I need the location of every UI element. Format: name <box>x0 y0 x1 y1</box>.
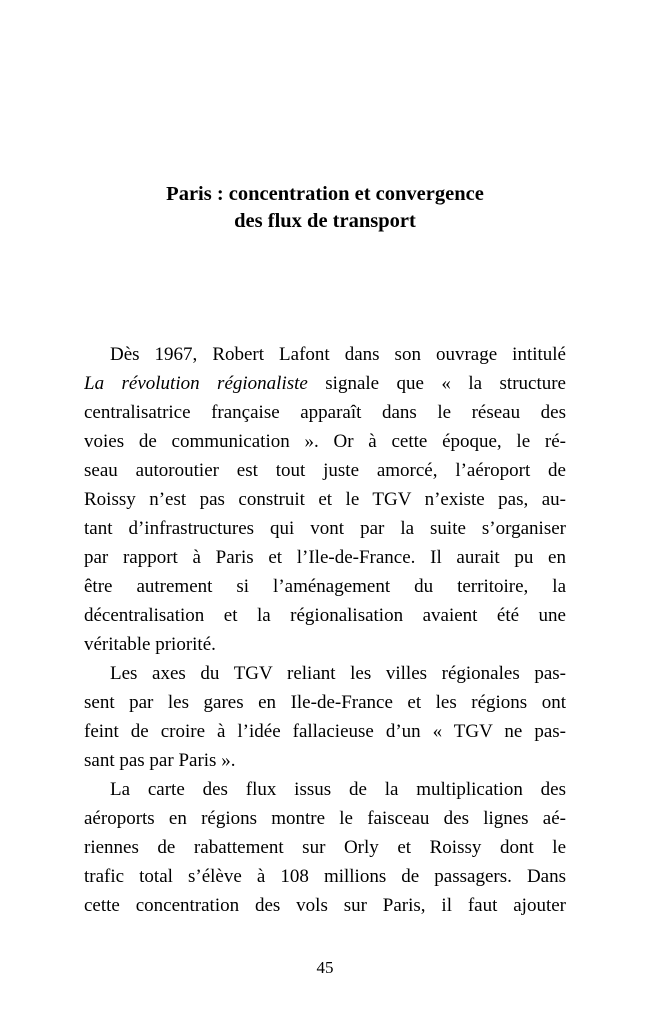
text-run: véritable priorité. <box>84 634 216 655</box>
text-run: Les axes du TGV reliant les villes régionales pas- <box>110 663 566 684</box>
text-line <box>84 485 566 514</box>
italic-text-run: La révolution régionaliste <box>84 373 308 394</box>
paragraph <box>84 340 566 659</box>
text-run: signale que « la structure <box>307 373 566 394</box>
text-run: aéroports en régions montre le faisceau des lignes aé- <box>84 808 566 829</box>
text-line <box>84 456 566 485</box>
text-line <box>84 833 566 862</box>
text-line <box>84 601 566 630</box>
text-run: voies de communication ». Or à cette époque, le ré- <box>84 431 566 452</box>
body-text <box>84 340 566 920</box>
text-line <box>84 572 566 601</box>
text-run: Dès 1967, Robert Lafont dans son ouvrage intitulé <box>110 344 566 365</box>
page-title <box>0 0 650 235</box>
text-line <box>84 543 566 572</box>
text-line <box>84 804 566 833</box>
paragraph <box>84 659 566 775</box>
text-run: être autrement si l’aménagement du territoire, la <box>84 576 566 597</box>
text-line <box>84 659 566 688</box>
text-run: La carte des flux issus de la multiplication des <box>110 779 566 800</box>
text-line <box>84 514 566 543</box>
text-run: décentralisation et la régionalisation avaient été une <box>84 605 566 626</box>
text-run: cette concentration des vols sur Paris, il faut ajouter <box>84 895 566 916</box>
text-run: riennes de rabattement sur Orly et Roissy dont le <box>84 837 566 858</box>
text-run: tant d’infrastructures qui vont par la suite s’organiser <box>84 518 566 539</box>
text-run: centralisatrice française apparaît dans le réseau des <box>84 402 566 423</box>
text-run: seau autoroutier est tout juste amorcé, l’aéroport de <box>84 460 566 481</box>
page-title-line-1: Paris : concentration et convergence <box>166 183 484 205</box>
text-line <box>84 775 566 804</box>
text-line <box>84 369 566 398</box>
text-run: sant pas par Paris ». <box>84 750 236 771</box>
text-run: Roissy n’est pas construit et le TGV n’existe pas, au- <box>84 489 566 510</box>
text-line <box>84 891 566 920</box>
page-title-line-2: des flux de transport <box>234 210 416 232</box>
page-number: 45 <box>316 958 334 977</box>
paragraph <box>84 775 566 920</box>
text-run: par rapport à Paris et l’Ile-de-France. Il aurait pu en <box>84 547 566 568</box>
text-line <box>84 717 566 746</box>
text-run: feint de croire à l’idée fallacieuse d’un « TGV ne pas- <box>84 721 566 742</box>
text-line <box>84 862 566 891</box>
text-line <box>84 398 566 427</box>
text-line <box>84 746 566 775</box>
text-line <box>84 340 566 369</box>
text-run: trafic total s’élève à 108 millions de passagers. Dans <box>84 866 566 887</box>
text-line <box>84 688 566 717</box>
text-line <box>84 630 566 659</box>
text-line <box>84 427 566 456</box>
text-run: sent par les gares en Ile-de-France et les régions ont <box>84 692 566 713</box>
